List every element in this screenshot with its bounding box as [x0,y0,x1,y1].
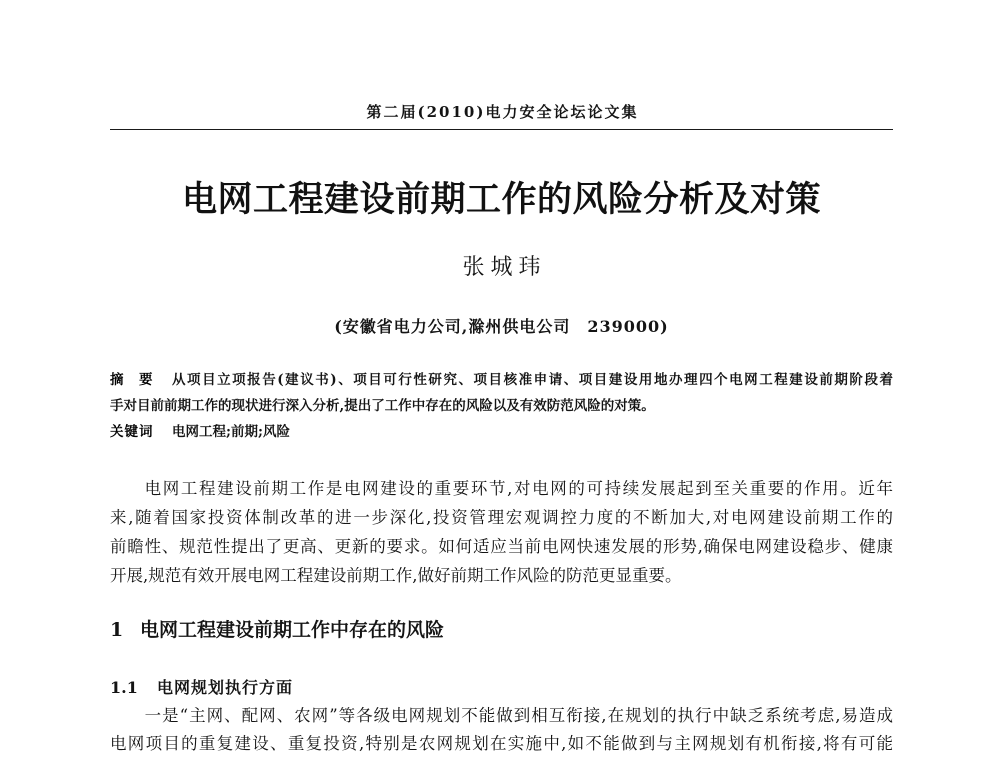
paragraph-line: 电网工程建设前期工作是电网建设的重要环节,对电网的可持续发展起到至关重要的作用。近年 [144,479,893,498]
author-name: 张城玮 [462,255,547,280]
subsection-paragraph [110,702,893,758]
paragraph-line: 一是“主网、配网、农网”等各级电网规划不能做到相互衔接,在规划的执行中缺乏系统考虑,易造成 [144,706,893,725]
intro-paragraph [110,474,893,590]
abstract-line: 手对目前前期工作的现状进行深入分析,提出了工作中存在的风险以及有效防范风险的对策。 [110,398,655,414]
subsection-title: 电网规划执行方面 [157,678,294,697]
abstract-first-line [110,367,893,393]
running-header: 第二届(2010)电力安全论坛论文集 [366,103,639,121]
header-rule [110,129,893,130]
paragraph-line: 前瞻性、规范性提出了更高、更新的要求。如何适应当前电网快速发展的形势,确保电网建设稳步、健康 [110,537,893,556]
paper-title: 电网工程建设前期工作的风险分析及对策 [181,180,821,220]
section-number: 1 [110,619,124,641]
section-title: 电网工程建设前期工作中存在的风险 [140,619,445,641]
abstract-label: 摘 要 [110,372,154,388]
section-heading [110,616,893,644]
keywords-text: 电网工程;前期;风险 [172,424,290,440]
paragraph-line: 电网项目的重复建设、重复投资,特别是农网规划在实施中,如不能做到与主网规划有机衔接,将有可能 [110,734,893,753]
paragraph-line: 开展,规范有效开展电网工程建设前期工作,做好前期工作风险的防范更显重要。 [110,566,682,585]
keywords [110,419,893,445]
subsection-heading [110,675,893,701]
keywords-label: 关键词 [110,424,154,440]
author-affiliation: (安徽省电力公司,滁州供电公司 239000) [334,317,669,336]
paragraph-line: 来,随着国家投资体制改革的进一步深化,投资管理宏观调控力度的不断加大,对电网建设前期工作的 [110,508,893,527]
subsection-number: 1.1 [110,678,138,697]
abstract-line: 从项目立项报告(建议书)、项目可行性研究、项目核准申请、项目建设用地办理四个电网工程建设前期阶段着 [172,372,893,388]
